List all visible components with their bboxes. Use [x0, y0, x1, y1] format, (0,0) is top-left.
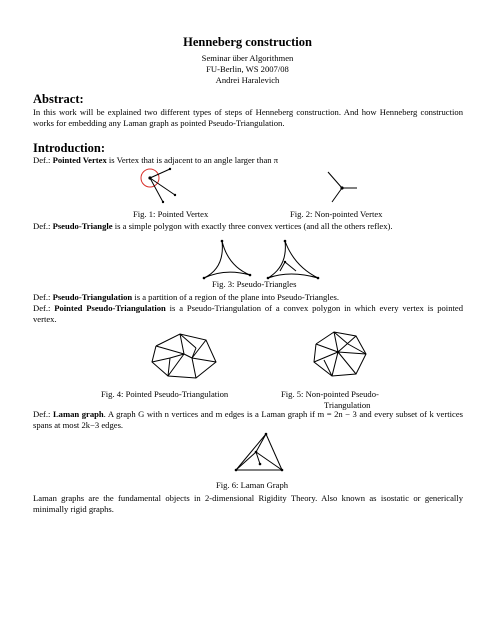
figure-non-pointed-vertex [322, 170, 362, 206]
definition-pseudo-triangle [33, 221, 393, 232]
def-term: Pseudo-Triangulation [52, 292, 133, 302]
inner-edge [192, 358, 216, 362]
vertex [221, 240, 224, 243]
closing-paragraph: Laman graphs are the fundamental objects in 2-dimensional Rigidity Theory. Also known as isostatic or generically minimally rigid graphs. [33, 493, 463, 515]
pseudo-triangle-left [204, 241, 250, 278]
def-prefix: Def.: [33, 409, 51, 419]
vertex [203, 277, 206, 280]
vertex [340, 186, 343, 189]
inner-edge [192, 358, 196, 378]
vertex [162, 201, 164, 203]
vertex [148, 176, 151, 179]
def-text: is a Pseudo-Triangulation of a convex polygon in which every vertex is pointed vertex. [33, 303, 463, 325]
inner-edge [316, 344, 338, 352]
fig3-caption: Fig. 3: Pseudo-Triangles [212, 279, 297, 289]
vertex [235, 469, 238, 472]
vertex [317, 277, 320, 280]
abstract-text: In this work will be explained two different types of steps of Henneberg construction. And how Henneberg construction works for embedding any Laman graph as pointed Pseudo-Triangulation. [33, 107, 463, 129]
inner-edge [168, 354, 184, 376]
edge [236, 452, 256, 470]
figure-non-pointed-pseudo-triangulation [312, 330, 370, 380]
vertex [255, 451, 258, 454]
university-line: FU-Berlin, WS 2007/08 [206, 64, 289, 74]
vertex [249, 274, 252, 277]
definition-laman-graph [33, 409, 463, 431]
definition-pointed-pseudo-triangulation [33, 303, 463, 325]
fig1-caption: Fig. 1: Pointed Vertex [133, 209, 209, 219]
edge [150, 178, 163, 202]
inner-edge [184, 354, 192, 358]
def-prefix: Def.: [33, 292, 51, 302]
edge [150, 169, 170, 178]
def-prefix: Def.: [33, 303, 51, 313]
def-term: Laman graph [52, 409, 104, 419]
vertex [337, 351, 340, 354]
figure-pointed-vertex [135, 166, 195, 206]
vertex [265, 433, 268, 436]
def-term: Pointed Vertex [52, 155, 107, 165]
inner-edge [332, 352, 338, 376]
inner-edge [324, 360, 332, 376]
vertex [174, 194, 176, 196]
inner-edge [152, 358, 170, 362]
fig2-caption: Fig. 2: Non-pointed Vertex [290, 209, 383, 219]
inner-edge [156, 346, 184, 354]
edge [328, 172, 342, 188]
vertex [169, 168, 171, 170]
def-text: . A graph G with n vertices and m edges is a Laman graph if m = 2n − 3 and every subset of k vertices spans at most 2k−3 edges. [33, 409, 463, 431]
definition-pseudo-triangulation [33, 292, 339, 303]
def-term: Pseudo-Triangle [52, 221, 113, 231]
pseudo-triangle-right [268, 241, 318, 278]
inner-edge [338, 352, 356, 374]
vertex [281, 469, 284, 472]
def-prefix: Def.: [33, 155, 51, 165]
def-text: is a partition of a region of the plane into Pseudo-Triangles. [132, 292, 340, 302]
vertex [284, 240, 287, 243]
outer-polygon [152, 334, 216, 378]
edge [256, 434, 266, 452]
fig6-caption: Fig. 6: Laman Graph [216, 480, 289, 490]
inner-edge [192, 340, 206, 358]
abstract-heading: Abstract: [33, 92, 84, 106]
introduction-heading: Introduction: [33, 141, 106, 155]
def-prefix: Def.: [33, 221, 51, 231]
inner-edge [314, 352, 338, 362]
seminar-line: Seminar über Algorithmen [201, 53, 294, 63]
figure-pointed-pseudo-triangulation [148, 332, 220, 382]
edge [236, 434, 266, 470]
definition-pointed-vertex [33, 155, 278, 166]
figure-laman-graph [230, 430, 288, 474]
def-term: Pointed Pseudo-Triangulation [54, 303, 166, 313]
fig5-caption-line1: Fig. 5: Non-pointed Pseudo- [281, 389, 379, 399]
def-text: is Vertex that is adjacent to an angle larger than π [106, 155, 279, 165]
author-line: Andrei Haralevich [215, 75, 280, 85]
def-text: is a simple polygon with exactly three convex vertices (and all the others reflex). [112, 221, 393, 231]
inner-edge [338, 352, 366, 354]
fig4-caption: Fig. 4: Pointed Pseudo-Triangulation [101, 389, 229, 399]
paper-title: Henneberg construction [183, 35, 312, 49]
vertex [259, 463, 262, 466]
edge [332, 188, 342, 202]
inner-edge [285, 262, 296, 271]
fig5-caption-line2: Triangulation [324, 400, 371, 410]
vertex [284, 261, 286, 263]
